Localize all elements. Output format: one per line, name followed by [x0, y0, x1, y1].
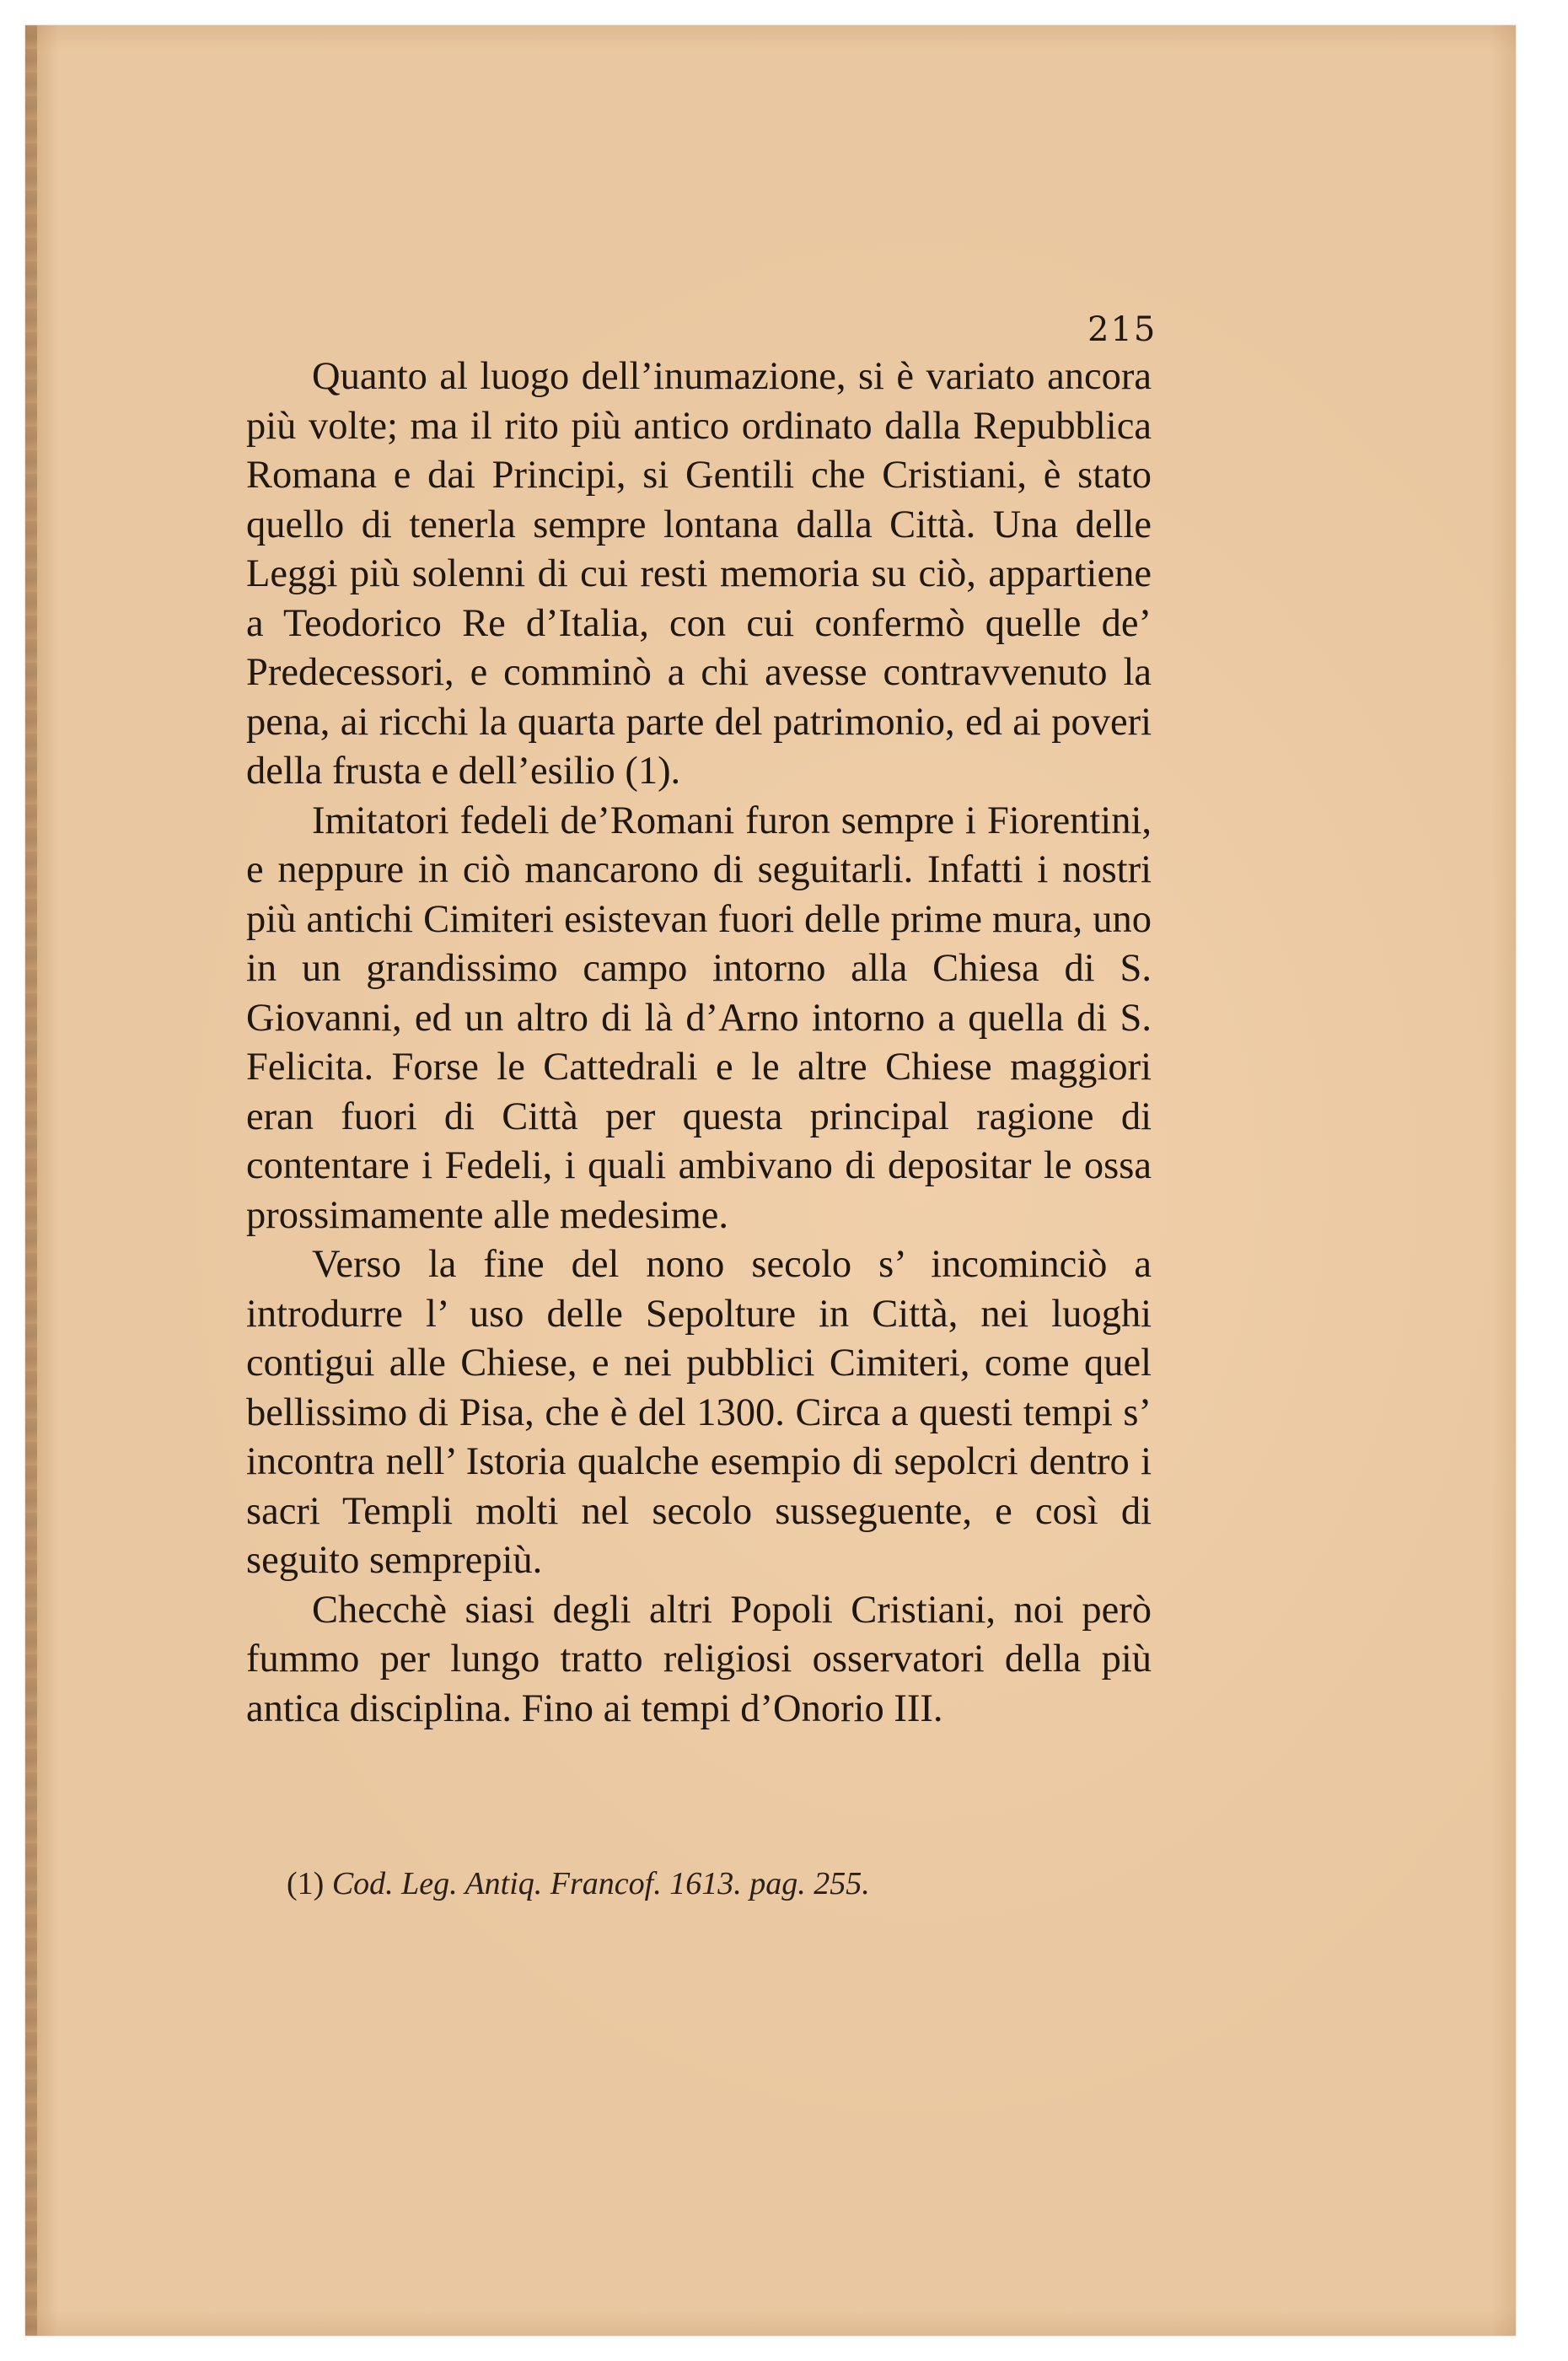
paragraph-1: Quanto al luogo dell’inumazione, si è variato ancora più volte; ma il rito più antico ordinato dalla Repubblica Romana e dai Principi, si Gentili che Cristiani, è stato quello di tenerla sempre lontana dalla Città. Una delle Leggi più solenni di cui resti memoria su ciò, appartiene a Teodorico Re d’Italia, con cui confermò quelle de’ Predecessori, e comminò a chi avesse contravvenuto la pena, ai ricchi la quarta parte del patrimonio, ed ai poveri della frusta e dell’esilio (1).: [246, 355, 1152, 793]
paragraph-2: Imitatori fedeli de’Romani furon sempre i Fiorentini, e neppure in ciò mancarono di seguitarli. Infatti i nostri più antichi Cimiteri esistevan fuori delle prime mura, uno in un grandissimo campo intorno alla Chiesa di S. Giovanni, ed un altro di là d’Arno intorno a quella di S. Felicita. Forse le Cattedrali e le altre Chiese maggiori eran fuori di Città per questa principal ragione di contentare i Fedeli, i quali ambivano di depositar le ossa prossimamente alle medesime.: [246, 799, 1152, 1237]
paragraph-4: Checchè siasi degli altri Popoli Cristiani, noi però fummo per lungo tratto religiosi osservatori della più antica disciplina. Fino ai tempi d’Onorio III.: [246, 1588, 1152, 1730]
paragraph-3: Verso la fine del nono secolo s’ incominciò a introdurre l’ uso delle Sepolture in Città, nei luoghi contigui alle Chiese, e nei pubblici Cimiteri, come quel bellissimo di Pisa, che è del 1300. Circa a questi tempi s’ incontra nell’ Istoria qualche esempio di sepolcri dentro i sacri Templi molti nel secolo susseguente, e così di seguito semprepiù.: [246, 1243, 1152, 1582]
body-text: [246, 352, 1152, 1734]
footnote-citation: Cod. Leg. Antiq. Francof. 1613. pag. 255.: [331, 1866, 870, 1901]
footnote: [287, 1865, 1045, 1902]
footnote-marker: (1): [287, 1866, 325, 1901]
page-number: 215: [1087, 310, 1157, 349]
binding-edge: [25, 25, 37, 2336]
